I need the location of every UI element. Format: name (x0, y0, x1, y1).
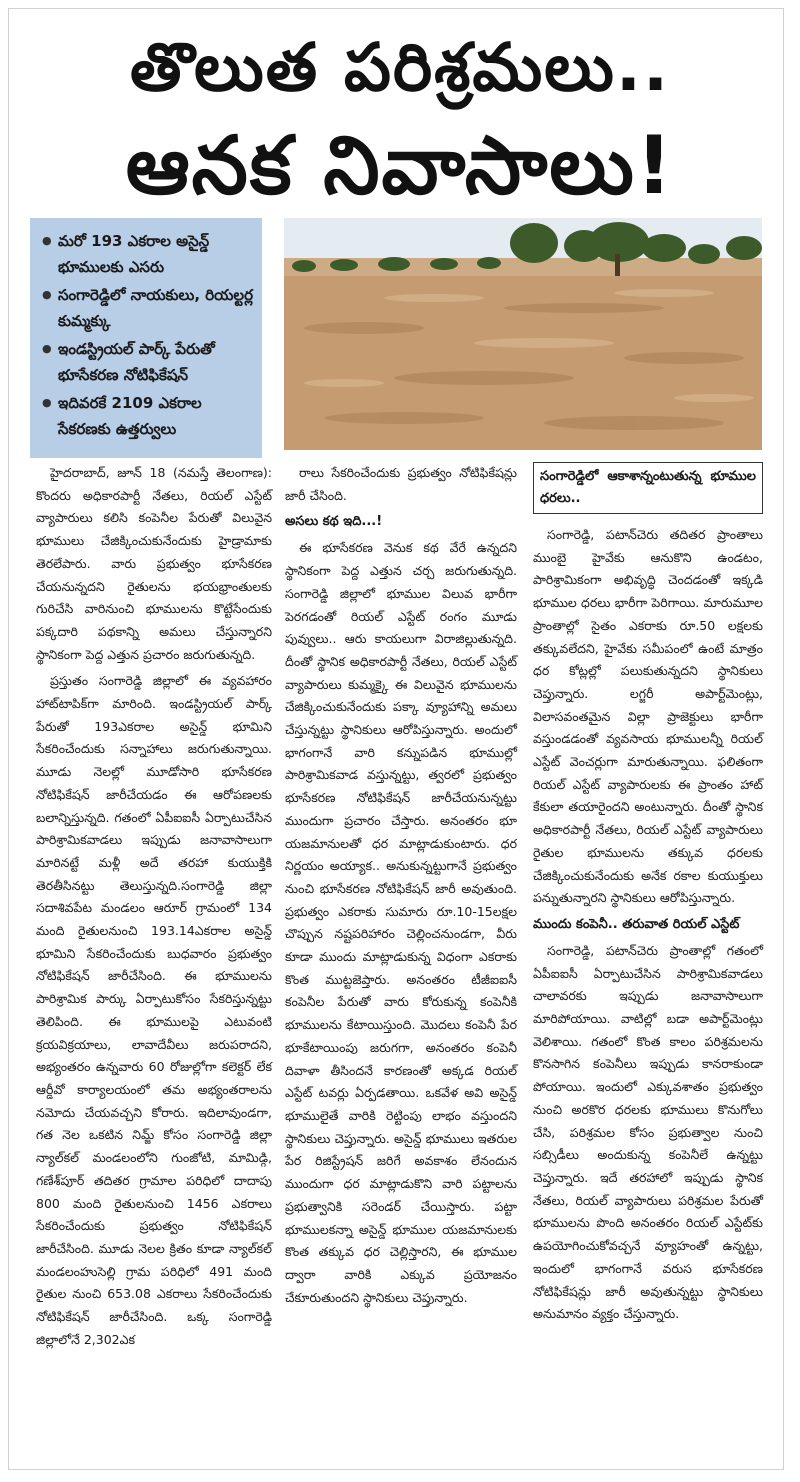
highlight-item: ● మరో 193 ఎకరాల అసైన్డ్ భూములకు ఎసరు (42, 228, 254, 280)
section-subheading: అసలు కథ ఇది...! (285, 514, 383, 530)
article-column-3 (533, 462, 763, 1330)
highlights-box (30, 218, 262, 458)
section-subheading: ముందు కంపెనీ.. తరువాత రియల్ ఎస్టేట్ (533, 916, 740, 932)
article-paragraph: ఈ భూసేకరణ వెనుక కథ వేరే ఉన్నదని స్థానికంగా పెద్ద ఎత్తున చర్చ జరుగుతున్నది. సంగారెడ్డి జిల్లాలో భూముల విలువ భారీగా పెరగడంతో రియల్ ఎస్టేట్ రంగం మూడు పువ్వులు.. ఆరు కాయలుగా విరాజిల్లుతున్నది. దీంతో స్థానిక అధికారపార్టీ నేతలు, రియల్ ఎస్టేట్ వ్యాపారులు కుమ్మక్కై ఈ విలువైన భూములను చేజిక్కించుకునేందుకు పక్కా వ్యూహాన్ని అమలు చేస్తున్నట్టు స్థానికులు ఆరోపిస్తున్నారు. అందులో భాగంగానే వారి కన్నుపడిన భూముల్లో పారిశ్రామికవాడ వస్తున్నట్టు, త్వరలో ప్రభుత్వం భూసేకరణ నోటిఫికేషన్ జారీచేయనున్నట్టు ముందుగా ప్రచారం చేస్తారు. అనంతరం భూ యజమానులతో ధర మాట్లాడుకుంటారు. ధర నిర్ణయం అయ్యాక.. అనుకున్నట్టుగానే ప్రభుత్వం నుంచి భూసేకరణ నోటిఫికేషన్ జారీ అవుతుంది. ప్రభుత్వం ఎకరాకు సుమారు రూ.10-15లక్షల చొప్పున నష్టపరిహారం చెల్లించనుండగా, వీరు కూడా ముందు మాట్లాడుకున్న విధంగా ఎకరాకు కొంత ముట్టజెప్తారు. అనంతరం టీజీఐఐసీ కంపెనీల పేరుతో వారు కోరుకున్న కంపెనీకి భూములను కేటాయిస్తుంది. మొదలు కంపెనీ పేర భూకేటాయింపు జరుగగా, అనంతరం కంపెనీ దివాళా తీసిందనే కారణంతో అక్కడ రియల్ ఎస్టేట్ టవర్లు ఏర్పడతాయి. ఒకవేళ అవి అసైన్డ్ భూములైతే వారికి రెట్టింపు లాభం వస్తుందని స్థానికులు చెప్తున్నారు. అసైన్డ్ భూములు ఇతరుల పేర రిజిస్ట్రేషన్ జరిగే అవకాశం లేనందున ముందుగా ధర మాట్లాడుకొని వారి పట్టాలను ప్రభుత్వానికి సరెండర్ చేయిస్తారు. పట్టా భూములకన్నా అసైన్డ్ భూముల యజమానులకు కొంత తక్కువ ధర చెల్లిస్తారని, ఈ భూముల ద్వారా వారికి ఎక్కువ ప్రయోజనం చేకూరుతుందని స్థానికులు చెప్తున్నారు. (285, 540, 517, 1305)
headline-line-1: తొలుత పరిశ్రమలు.. (129, 29, 671, 106)
article-paragraph: సంగారెడ్డి, పటాన్‌చెరు ప్రాంతాల్లో గతంలో ఏపీఐఐసీ ఏర్పాటుచేసిన పారిశ్రామికవాడలు చాలావరకు ఇప్పుడు జనావాసాలుగా మారిపోయాయి. వాటిల్లో బడా అపార్ట్‌మెంట్లు వెలిశాయి. గతంలో కొంత కాలం పరిశ్రమలను కొనసాగిన కంపెనీలు ఇప్పుడు కానరాకుండా పోయాయి. ఇందులో ఎక్కువశాతం ప్రభుత్వం నుంచి అరకొర ధరలకు భూములు కొనుగోలు చేసి, పరిశ్రమల కోసం ప్రభుత్వాల నుంచి సబ్సిడీలు అందుకున్న కంపెనీలే ఉన్నట్టు చెప్తున్నారు. ఇదే తరహాలో ఇప్పుడు స్థానిక నేతలు, రియల్ వ్యాపారులు పరిశ్రమల పేరుతో భూములను పొంది అనంతరం రియల్ ఎస్టేట్‌కు ఉపయోగించుకోవచ్చనే వ్యూహంతో ఉన్నట్టు, ఇందులో భాగంగానే వరుస భూసేకరణ నోటిఫికేషన్లు జారీ అవుతున్నట్టు స్థానికులు అనుమానం వ్యక్తం చేస్తున్నారు. (533, 942, 763, 1322)
highlight-item: ● ఇండస్ట్రియల్ పార్క్ పేరుతో భూసేకరణ నోటిఫికేషన్ (42, 336, 254, 388)
headline-line-2: ఆనక నివాసాలు! (125, 119, 675, 212)
land-photo (284, 218, 762, 450)
article-paragraph: హైదరాబాద్, జూన్ 18 (నమస్తే తెలంగాణ): కొందరు అధికారపార్టీ నేతలు, రియల్ ఎస్టేట్ వ్యాపారులు కలిసి కంపెనీల పేరుతో విలువైన భూములు చేజిక్కించుకునేందుకు హైడ్రామాకు తెరలేపారు. వారు ప్రభుత్వం భూసేకరణ చేయనున్నదని రైతులను భయభ్రాంతులకు గురిచేసి వారినుంచి భూములను కొట్టేసేందుకు పక్కదారి పథకాన్ని అమలు చేస్తున్నారని స్థానికంగా పెద్ద ఎత్తున ప్రచారం జరుగుతున్నది. (36, 465, 272, 662)
article-paragraph: రాలు సేకరించేందుకు ప్రభుత్వం నోటిఫికేషన్లు జారీ చేసింది. (285, 465, 517, 503)
highlight-item: ● సంగారెడ్డిలో నాయకులు, రియల్టర్ల కుమ్మక్కు (42, 282, 254, 334)
article-column-2 (285, 462, 517, 1313)
article-paragraph: ప్రస్తుతం సంగారెడ్డి జిల్లాలో ఈ వ్యవహారం హాట్‌టాపిక్‌గా మారింది. ఇండస్ట్రియల్ పార్క్ పేరుతో 193ఎకరాల అసైన్డ్ భూమిని సేకరించేందుకు సన్నాహాలు జరుగుతున్నాయి. మూడు నెలల్లో మూడోసారి భూసేకరణ నోటిఫికేషన్ జారీచేయడం ఈ ఆరోపణలకు బలాన్నిస్తున్నది. గతంలో ఏపీఐఐసీ ఏర్పాటుచేసిన పారిశ్రామికవాడలు ఇప్పుడు జనావాసాలుగా మారినట్టే మళ్లీ అదే తరహా కుయుక్తికి తెరతీసినట్టు తెలుస్తున్నది.సంగారెడ్డి జిల్లా సదాశివపేట మండలం ఆరూర్ గ్రామంలో 134 మంది రైతులనుంచి 193.14ఎకరాల అసైన్డ్ భూమిని సేకరించేందుకు బుధవారం ప్రభుత్వం నోటిఫికేషన్ జారీచేసింది. ఈ భూములను పారిశ్రామిక పార్కు ఏర్పాటుకోసం సేకరిస్తున్నట్టు తెలిపింది. ఈ భూములపై ఎటువంటి క్రయవిక్రయాలు, లావాదేవీలు జరుపరాదని, అభ్యంతరం ఉన్నవారు 60 రోజుల్లోగా కలెక్టర్ లేక ఆర్డీవో కార్యాలయంలో తమ అభ్యంతరాలను నమోదు చేయవచ్చని కోరారు. ఇదిలావుండగా, గత నెల ఒకటిన నిమ్జ్ కోసం సంగారెడ్డి జిల్లా న్యాల్‌కల్ మండలంలోని గుంజోటి, మామిడ్గి, గణేశ్‌పూర్ తదితర గ్రామాల పరిధిలో దాదాపు 800 మంది రైతులనుంచి 1456 ఎకరాలు సేకరించేందుకు ప్రభుత్వం నోటిఫికేషన్ జారీచేసింది. మూడు నెలల క్రితం కూడా న్యాల్‌కల్ మండలంహుసెల్లి గ్రామ పరిధిలో 491 మంది రైతుల నుంచి 653.08 ఎకరాలు సేకరించేందుకు నోటిఫికేషన్ జారీచేసింది. ఒక్క సంగారెడ్డి జిల్లాలోనే 2,302ఎక (36, 673, 272, 1347)
field-illustration (284, 218, 762, 450)
article-column-1 (36, 462, 272, 1355)
boxed-subheading: సంగారెడ్డిలో ఆకాశాన్నంటుతున్న భూముల ధరలు.. (533, 462, 763, 514)
highlight-item: ● ఇదివరకే 2109 ఎకరాల సేకరణకు ఉత్తర్వులు (42, 390, 254, 442)
article-paragraph: సంగారెడ్డి, పటాన్‌చెరు తదితర ప్రాంతాలు ముంబై హైవేకు ఆనుకొని ఉండటం, పారిశ్రామికంగా అభివృద్ధి చెందడంతో ఇక్కడి భూముల ధరలు భారీగా పెరిగాయి. మారుమూల ప్రాంతాల్లో సైతం ఎకరాకు రూ.50 లక్షలకు తక్కువలేదని, హైవేకు సమీపంలో ఉంటే మాత్రం ధర కోట్లల్లో పలుకుతున్నదని స్థానికులు చెప్తున్నారు. లగ్జరీ అపార్ట్‌మెంట్లు, విలాసవంతమైన విల్లా ప్రాజెక్టులు భారీగా వస్తుండడంతో వ్యవసాయ భూములన్నీ రియల్ ఎస్టేట్ వెంచర్లుగా మారుతున్నాయి. ఫలితంగా రియల్ ఎస్టేట్ వ్యాపారులకు ఈ ప్రాంతం హాట్ కేకులా తయారైందని అంటున్నారు. దీంతో స్థానిక అధికారపార్టీ నేతలు, రియల్ ఎస్టేట్ వ్యాపారులు రైతుల భూములను తక్కువ ధరలకు చేజిక్కించుకునేందుకు అనేక రకాల కుయుక్తులు పన్నుతున్నారని స్థానికులు ఆరోపిస్తున్నారు. (533, 527, 763, 906)
